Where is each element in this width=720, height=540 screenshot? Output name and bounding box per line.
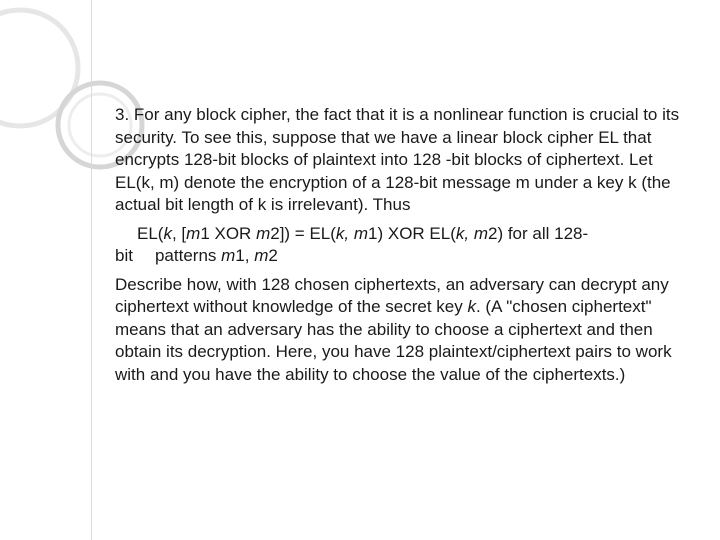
formula-line-continued: bit patterns m1, m2 — [115, 246, 278, 265]
question-text — [115, 104, 695, 392]
formula-line: EL(k, [m1 XOR m2]) = EL(k, m1) XOR EL(k, m2) for all 128- — [137, 223, 589, 243]
question-task: Describe how, with 128 chosen ciphertexts, an adversary can decrypt any ciphertext without knowledge of the secret key k. (A "chosen ciphertext" means that an adversary has the ability to choose a ciphertext and then obtain its decryption. Here, you have 128 plaintext/ciphertext pairs to work with and you have the ability to choose the value of the ciphertexts.) — [115, 274, 672, 384]
vertical-divider — [91, 0, 92, 540]
question-intro: 3. For any block cipher, the fact that it is a nonlinear function is crucial to its security. To see this, suppose that we have a linear block cipher EL that encrypts 128-bit blocks of plaintext into 128 -bit blocks of ciphertext. Let EL(k, m) denote the encryption of a 128-bit message m under a key k (the actual bit length of k is irrelevant). Thus — [115, 105, 680, 214]
decor-ring-large — [0, 10, 78, 126]
